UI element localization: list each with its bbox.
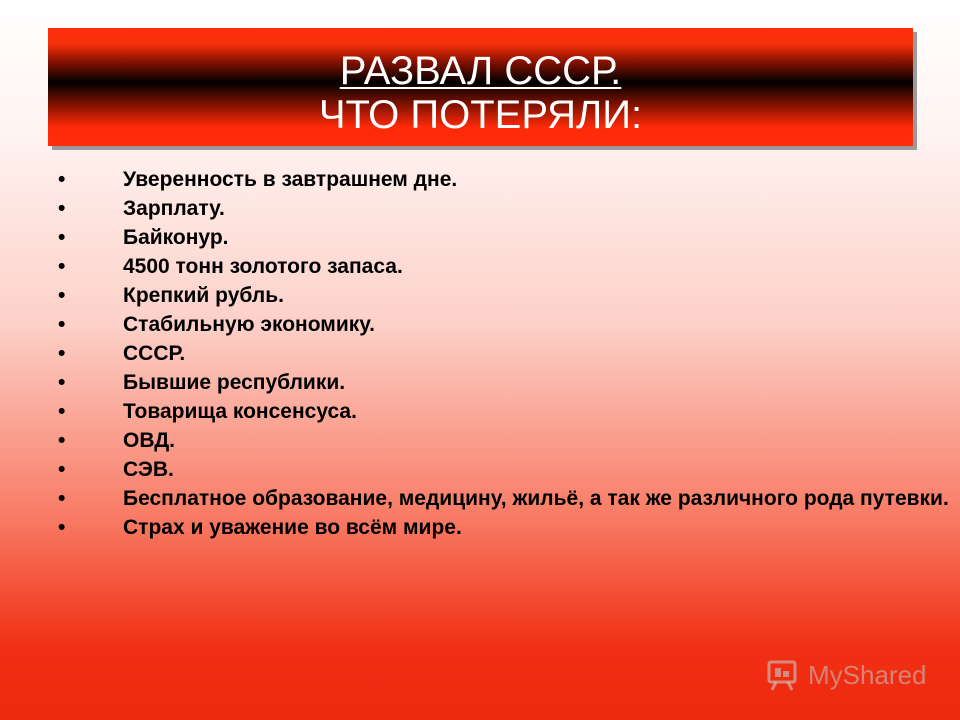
list-item	[0, 487, 953, 511]
list-item-text: Крепкий рубль.	[123, 284, 284, 307]
slide-title-banner	[48, 28, 913, 146]
list-item-text: Зарплату.	[123, 197, 225, 220]
list-item-text: СЭВ.	[123, 458, 174, 481]
bullet-icon: •	[58, 255, 66, 278]
list-item-text: Стабильную экономику.	[123, 313, 375, 336]
list-item	[0, 284, 953, 308]
list-item-text: Страх и уважение во всём мире.	[123, 516, 462, 539]
list-item	[0, 400, 953, 424]
bullet-icon: •	[58, 487, 66, 510]
list-item-text: СССР.	[123, 342, 186, 365]
bullet-icon: •	[58, 400, 66, 423]
list-item	[0, 226, 953, 250]
list-item-text: Байконур.	[123, 226, 229, 249]
slide-title-line2: ЧТО ПОТЕРЯЛИ:	[318, 93, 643, 137]
list-item	[0, 429, 953, 453]
list-item	[0, 371, 953, 395]
bullet-icon: •	[58, 168, 66, 191]
bullet-icon: •	[58, 516, 66, 539]
list-item	[0, 342, 953, 366]
list-item	[0, 255, 953, 279]
list-item-text: Бесплатное образование, медицину, жильё, а так же различного рода путевки.	[123, 487, 949, 510]
list-item-text: Товарища консенсуса.	[123, 400, 357, 423]
bullet-icon: •	[58, 371, 66, 394]
bullet-icon: •	[58, 458, 66, 481]
list-item-text: Бывшие республики.	[123, 371, 346, 394]
list-item-text: 4500 тонн золотого запаса.	[123, 255, 403, 278]
bullet-icon: •	[58, 313, 66, 336]
list-item	[0, 168, 953, 192]
bullet-list	[0, 168, 953, 545]
list-item	[0, 313, 953, 337]
watermark-text: MyShared	[808, 659, 927, 690]
list-item	[0, 516, 953, 540]
bullet-icon: •	[58, 197, 66, 220]
myshared-logo-icon	[766, 658, 802, 692]
bullet-icon: •	[58, 226, 66, 249]
myshared-watermark	[766, 656, 927, 694]
bullet-icon: •	[58, 429, 66, 452]
slide-title-line1: РАЗВАЛ СССР.	[339, 49, 622, 93]
bullet-icon: •	[58, 284, 66, 307]
bullet-icon: •	[58, 342, 66, 365]
list-item	[0, 458, 953, 482]
list-item	[0, 197, 953, 221]
list-item-text: Уверенность в завтрашнем дне.	[123, 168, 458, 191]
list-item-text: ОВД.	[123, 429, 176, 452]
